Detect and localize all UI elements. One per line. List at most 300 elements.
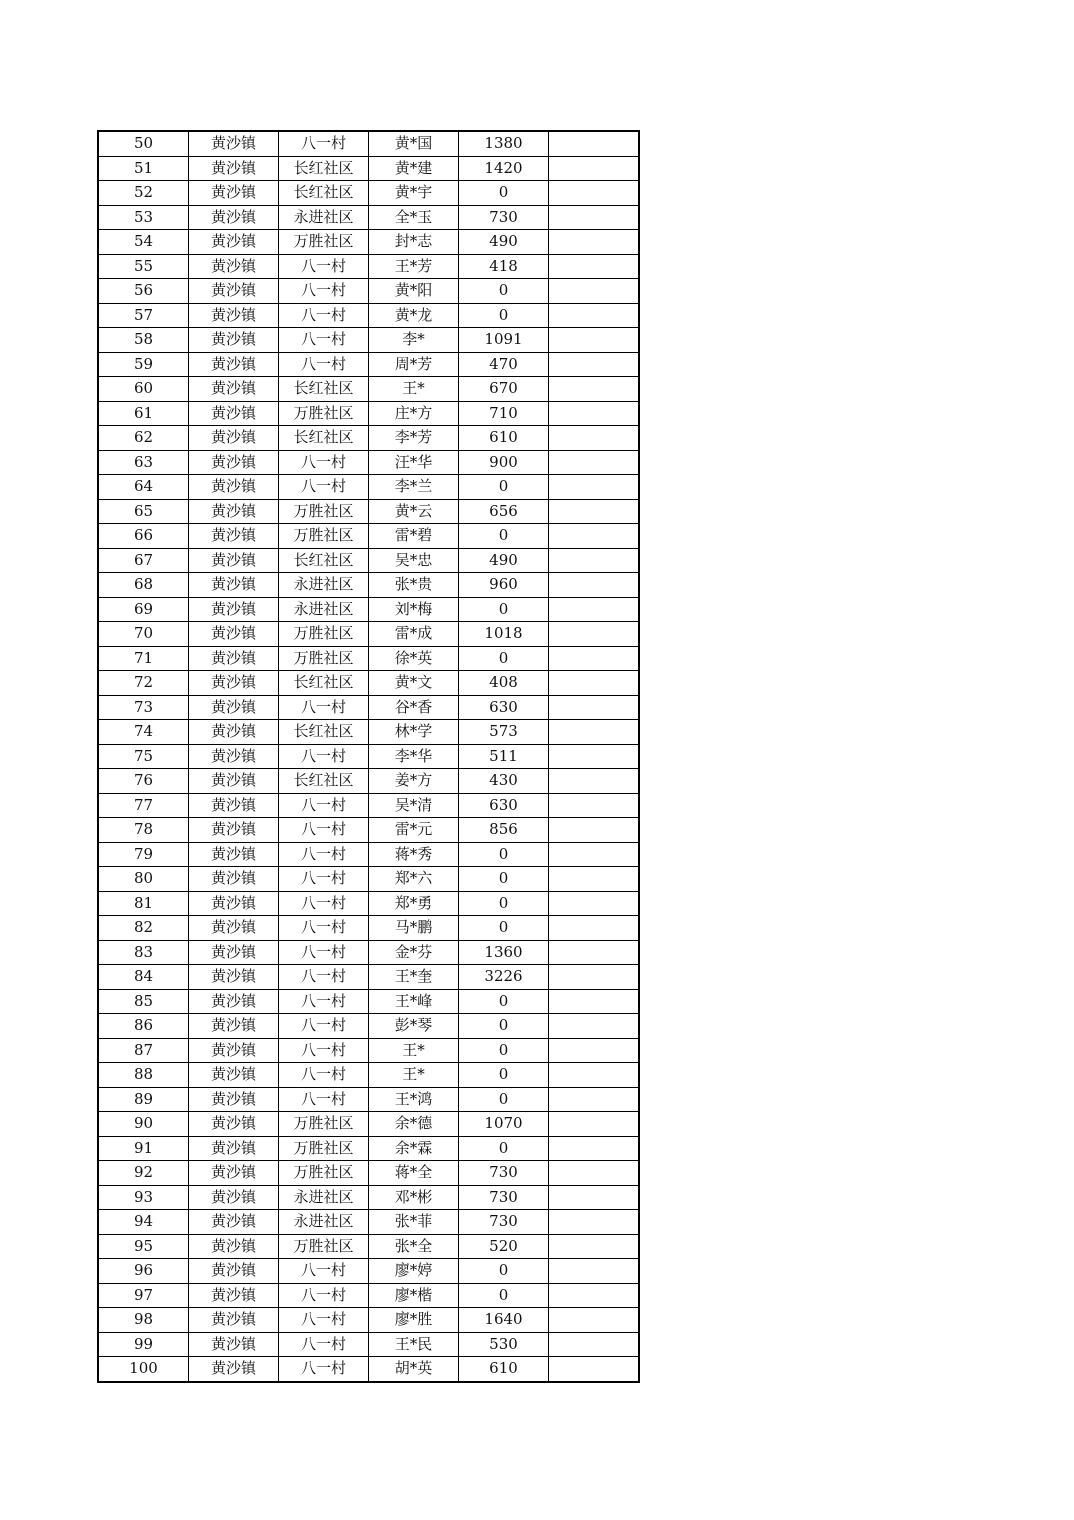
cell-town: 黄沙镇: [189, 303, 279, 328]
cell-note: [549, 818, 640, 843]
cell-index: 54: [98, 230, 189, 255]
cell-note: [549, 940, 640, 965]
cell-index: 63: [98, 450, 189, 475]
cell-community: 万胜社区: [279, 499, 369, 524]
cell-note: [549, 1259, 640, 1284]
cell-community: 八一村: [279, 254, 369, 279]
table-row: [98, 1112, 639, 1137]
cell-community: 八一村: [279, 1308, 369, 1333]
cell-town: 黄沙镇: [189, 1259, 279, 1284]
cell-amount: 730: [459, 1185, 549, 1210]
cell-note: [549, 891, 640, 916]
cell-amount: 656: [459, 499, 549, 524]
cell-amount: 511: [459, 744, 549, 769]
cell-name: 郑*六: [369, 867, 459, 892]
cell-index: 58: [98, 328, 189, 353]
cell-community: 八一村: [279, 793, 369, 818]
cell-town: 黄沙镇: [189, 230, 279, 255]
table-row: [98, 156, 639, 181]
cell-amount: 418: [459, 254, 549, 279]
table-row: [98, 573, 639, 598]
cell-community: 长红社区: [279, 671, 369, 696]
cell-amount: 0: [459, 279, 549, 304]
cell-amount: 1380: [459, 131, 549, 156]
cell-name: 王*奎: [369, 965, 459, 990]
cell-community: 永进社区: [279, 573, 369, 598]
cell-index: 90: [98, 1112, 189, 1137]
cell-amount: 630: [459, 695, 549, 720]
cell-name: 黄*宇: [369, 181, 459, 206]
cell-name: 黄*阳: [369, 279, 459, 304]
cell-note: [549, 279, 640, 304]
cell-note: [549, 1112, 640, 1137]
cell-note: [549, 230, 640, 255]
cell-town: 黄沙镇: [189, 499, 279, 524]
cell-town: 黄沙镇: [189, 1283, 279, 1308]
cell-community: 长红社区: [279, 720, 369, 745]
cell-index: 80: [98, 867, 189, 892]
cell-community: 长红社区: [279, 426, 369, 451]
cell-note: [549, 646, 640, 671]
cell-town: 黄沙镇: [189, 401, 279, 426]
cell-index: 98: [98, 1308, 189, 1333]
data-table: [97, 130, 640, 1383]
cell-town: 黄沙镇: [189, 377, 279, 402]
cell-amount: 0: [459, 181, 549, 206]
cell-amount: 530: [459, 1332, 549, 1357]
cell-note: [549, 1161, 640, 1186]
table-row: [98, 744, 639, 769]
cell-community: 八一村: [279, 867, 369, 892]
table-row: [98, 450, 639, 475]
cell-community: 八一村: [279, 965, 369, 990]
cell-amount: 730: [459, 205, 549, 230]
cell-amount: 0: [459, 867, 549, 892]
table-row: [98, 989, 639, 1014]
cell-note: [549, 401, 640, 426]
cell-amount: 0: [459, 597, 549, 622]
cell-amount: 630: [459, 793, 549, 818]
cell-name: 蒋*全: [369, 1161, 459, 1186]
table-row: [98, 230, 639, 255]
cell-index: 64: [98, 475, 189, 500]
cell-community: 八一村: [279, 842, 369, 867]
cell-community: 万胜社区: [279, 1234, 369, 1259]
cell-note: [549, 450, 640, 475]
table-row: [98, 475, 639, 500]
cell-amount: 3226: [459, 965, 549, 990]
cell-index: 95: [98, 1234, 189, 1259]
table-row: [98, 695, 639, 720]
cell-name: 林*学: [369, 720, 459, 745]
cell-note: [549, 695, 640, 720]
cell-community: 万胜社区: [279, 646, 369, 671]
cell-amount: 0: [459, 891, 549, 916]
cell-note: [549, 1332, 640, 1357]
table-row: [98, 499, 639, 524]
cell-amount: 1640: [459, 1308, 549, 1333]
cell-community: 万胜社区: [279, 524, 369, 549]
cell-note: [549, 524, 640, 549]
cell-note: [549, 793, 640, 818]
cell-amount: 0: [459, 842, 549, 867]
cell-name: 汪*华: [369, 450, 459, 475]
cell-community: 八一村: [279, 279, 369, 304]
cell-index: 68: [98, 573, 189, 598]
cell-town: 黄沙镇: [189, 597, 279, 622]
table-row: [98, 793, 639, 818]
cell-amount: 0: [459, 1014, 549, 1039]
cell-name: 谷*香: [369, 695, 459, 720]
cell-index: 73: [98, 695, 189, 720]
table-row: [98, 1063, 639, 1088]
cell-name: 吴*忠: [369, 548, 459, 573]
cell-amount: 430: [459, 769, 549, 794]
cell-town: 黄沙镇: [189, 254, 279, 279]
table-row: [98, 1283, 639, 1308]
cell-amount: 490: [459, 230, 549, 255]
cell-name: 郑*勇: [369, 891, 459, 916]
cell-town: 黄沙镇: [189, 671, 279, 696]
cell-town: 黄沙镇: [189, 1038, 279, 1063]
cell-amount: 408: [459, 671, 549, 696]
table-row: [98, 279, 639, 304]
cell-index: 50: [98, 131, 189, 156]
cell-index: 67: [98, 548, 189, 573]
cell-note: [549, 426, 640, 451]
cell-note: [549, 131, 640, 156]
cell-name: 周*芳: [369, 352, 459, 377]
cell-name: 余*霖: [369, 1136, 459, 1161]
table-row: [98, 401, 639, 426]
cell-community: 八一村: [279, 940, 369, 965]
cell-town: 黄沙镇: [189, 989, 279, 1014]
cell-town: 黄沙镇: [189, 965, 279, 990]
cell-amount: 0: [459, 1136, 549, 1161]
cell-community: 八一村: [279, 989, 369, 1014]
cell-amount: 0: [459, 1283, 549, 1308]
cell-note: [549, 303, 640, 328]
cell-name: 黄*建: [369, 156, 459, 181]
cell-amount: 1091: [459, 328, 549, 353]
cell-index: 57: [98, 303, 189, 328]
table-row: [98, 646, 639, 671]
cell-town: 黄沙镇: [189, 1087, 279, 1112]
cell-name: 王*: [369, 377, 459, 402]
cell-amount: 573: [459, 720, 549, 745]
cell-note: [549, 744, 640, 769]
cell-name: 余*德: [369, 1112, 459, 1137]
cell-name: 李*: [369, 328, 459, 353]
cell-community: 长红社区: [279, 548, 369, 573]
cell-note: [549, 156, 640, 181]
cell-name: 王*民: [369, 1332, 459, 1357]
cell-index: 89: [98, 1087, 189, 1112]
cell-name: 王*芳: [369, 254, 459, 279]
cell-community: 八一村: [279, 818, 369, 843]
cell-index: 86: [98, 1014, 189, 1039]
cell-name: 雷*元: [369, 818, 459, 843]
cell-amount: 710: [459, 401, 549, 426]
cell-index: 74: [98, 720, 189, 745]
table-row: [98, 769, 639, 794]
cell-note: [549, 1014, 640, 1039]
cell-name: 姜*方: [369, 769, 459, 794]
cell-note: [549, 1308, 640, 1333]
cell-name: 封*志: [369, 230, 459, 255]
cell-town: 黄沙镇: [189, 818, 279, 843]
cell-name: 彭*琴: [369, 1014, 459, 1039]
table-row: [98, 1357, 639, 1382]
cell-name: 王*鸿: [369, 1087, 459, 1112]
cell-town: 黄沙镇: [189, 842, 279, 867]
cell-amount: 0: [459, 1259, 549, 1284]
cell-amount: 730: [459, 1161, 549, 1186]
table-row: [98, 1136, 639, 1161]
cell-name: 张*菲: [369, 1210, 459, 1235]
cell-community: 八一村: [279, 1332, 369, 1357]
cell-town: 黄沙镇: [189, 205, 279, 230]
cell-index: 85: [98, 989, 189, 1014]
cell-community: 八一村: [279, 450, 369, 475]
cell-name: 李*兰: [369, 475, 459, 500]
cell-name: 胡*英: [369, 1357, 459, 1382]
table-row: [98, 622, 639, 647]
table-row: [98, 524, 639, 549]
cell-town: 黄沙镇: [189, 1112, 279, 1137]
cell-amount: 1420: [459, 156, 549, 181]
cell-note: [549, 622, 640, 647]
table-row: [98, 1014, 639, 1039]
cell-town: 黄沙镇: [189, 916, 279, 941]
table-row: [98, 352, 639, 377]
table-row: [98, 891, 639, 916]
cell-note: [549, 499, 640, 524]
cell-name: 王*: [369, 1038, 459, 1063]
cell-town: 黄沙镇: [189, 1185, 279, 1210]
cell-town: 黄沙镇: [189, 695, 279, 720]
cell-index: 75: [98, 744, 189, 769]
table-row: [98, 1308, 639, 1333]
cell-town: 黄沙镇: [189, 1063, 279, 1088]
cell-amount: 900: [459, 450, 549, 475]
cell-town: 黄沙镇: [189, 450, 279, 475]
cell-amount: 0: [459, 1038, 549, 1063]
cell-town: 黄沙镇: [189, 1332, 279, 1357]
table-row: [98, 965, 639, 990]
cell-name: 庄*方: [369, 401, 459, 426]
table-row: [98, 1038, 639, 1063]
cell-name: 徐*英: [369, 646, 459, 671]
cell-name: 张*贵: [369, 573, 459, 598]
cell-community: 永进社区: [279, 1185, 369, 1210]
cell-note: [549, 1357, 640, 1382]
cell-town: 黄沙镇: [189, 1136, 279, 1161]
cell-index: 66: [98, 524, 189, 549]
table-row: [98, 1161, 639, 1186]
cell-community: 八一村: [279, 475, 369, 500]
cell-community: 八一村: [279, 328, 369, 353]
cell-amount: 1360: [459, 940, 549, 965]
cell-amount: 0: [459, 989, 549, 1014]
cell-community: 万胜社区: [279, 230, 369, 255]
cell-town: 黄沙镇: [189, 524, 279, 549]
cell-town: 黄沙镇: [189, 573, 279, 598]
table-row: [98, 916, 639, 941]
cell-amount: 610: [459, 1357, 549, 1382]
cell-town: 黄沙镇: [189, 891, 279, 916]
cell-town: 黄沙镇: [189, 1234, 279, 1259]
cell-index: 56: [98, 279, 189, 304]
cell-community: 长红社区: [279, 156, 369, 181]
table-body: [98, 131, 639, 1382]
cell-note: [549, 597, 640, 622]
cell-note: [549, 965, 640, 990]
table-row: [98, 1210, 639, 1235]
cell-community: 八一村: [279, 131, 369, 156]
cell-note: [549, 720, 640, 745]
cell-name: 金*芬: [369, 940, 459, 965]
cell-amount: 490: [459, 548, 549, 573]
table-row: [98, 548, 639, 573]
table-row: [98, 597, 639, 622]
table-row: [98, 131, 639, 156]
cell-town: 黄沙镇: [189, 548, 279, 573]
cell-name: 马*鹏: [369, 916, 459, 941]
cell-index: 76: [98, 769, 189, 794]
cell-town: 黄沙镇: [189, 769, 279, 794]
cell-town: 黄沙镇: [189, 1014, 279, 1039]
cell-index: 78: [98, 818, 189, 843]
cell-amount: 1070: [459, 1112, 549, 1137]
table-row: [98, 303, 639, 328]
cell-amount: 670: [459, 377, 549, 402]
cell-town: 黄沙镇: [189, 622, 279, 647]
cell-community: 万胜社区: [279, 622, 369, 647]
cell-community: 长红社区: [279, 181, 369, 206]
cell-community: 万胜社区: [279, 401, 369, 426]
cell-index: 91: [98, 1136, 189, 1161]
cell-index: 61: [98, 401, 189, 426]
table-row: [98, 671, 639, 696]
cell-note: [549, 842, 640, 867]
cell-community: 永进社区: [279, 597, 369, 622]
table-row: [98, 940, 639, 965]
cell-amount: 0: [459, 524, 549, 549]
cell-name: 邓*彬: [369, 1185, 459, 1210]
cell-name: 王*: [369, 1063, 459, 1088]
cell-amount: 1018: [459, 622, 549, 647]
cell-town: 黄沙镇: [189, 328, 279, 353]
cell-index: 60: [98, 377, 189, 402]
cell-index: 70: [98, 622, 189, 647]
cell-amount: 0: [459, 475, 549, 500]
cell-town: 黄沙镇: [189, 744, 279, 769]
table-row: [98, 1234, 639, 1259]
cell-amount: 520: [459, 1234, 549, 1259]
cell-index: 96: [98, 1259, 189, 1284]
cell-community: 八一村: [279, 1087, 369, 1112]
cell-index: 93: [98, 1185, 189, 1210]
cell-town: 黄沙镇: [189, 475, 279, 500]
cell-index: 59: [98, 352, 189, 377]
cell-community: 八一村: [279, 1357, 369, 1382]
cell-town: 黄沙镇: [189, 940, 279, 965]
cell-note: [549, 1185, 640, 1210]
cell-index: 88: [98, 1063, 189, 1088]
cell-note: [549, 181, 640, 206]
cell-index: 71: [98, 646, 189, 671]
cell-note: [549, 352, 640, 377]
cell-note: [549, 867, 640, 892]
cell-name: 廖*楷: [369, 1283, 459, 1308]
cell-town: 黄沙镇: [189, 156, 279, 181]
table-row: [98, 377, 639, 402]
cell-name: 黄*国: [369, 131, 459, 156]
cell-index: 65: [98, 499, 189, 524]
cell-index: 51: [98, 156, 189, 181]
cell-town: 黄沙镇: [189, 131, 279, 156]
table-row: [98, 1185, 639, 1210]
cell-index: 82: [98, 916, 189, 941]
cell-community: 八一村: [279, 1063, 369, 1088]
cell-note: [549, 205, 640, 230]
cell-community: 八一村: [279, 1283, 369, 1308]
cell-index: 62: [98, 426, 189, 451]
cell-note: [549, 1136, 640, 1161]
cell-town: 黄沙镇: [189, 867, 279, 892]
table-row: [98, 181, 639, 206]
cell-amount: 0: [459, 646, 549, 671]
table-row: [98, 1332, 639, 1357]
cell-name: 刘*梅: [369, 597, 459, 622]
cell-community: 长红社区: [279, 769, 369, 794]
table-row: [98, 426, 639, 451]
cell-community: 八一村: [279, 352, 369, 377]
cell-town: 黄沙镇: [189, 426, 279, 451]
cell-town: 黄沙镇: [189, 352, 279, 377]
table-row: [98, 1259, 639, 1284]
cell-community: 长红社区: [279, 377, 369, 402]
cell-community: 万胜社区: [279, 1136, 369, 1161]
cell-index: 83: [98, 940, 189, 965]
cell-amount: 0: [459, 916, 549, 941]
cell-amount: 0: [459, 1063, 549, 1088]
cell-town: 黄沙镇: [189, 181, 279, 206]
cell-note: [549, 1087, 640, 1112]
cell-community: 八一村: [279, 891, 369, 916]
cell-name: 雷*碧: [369, 524, 459, 549]
cell-community: 八一村: [279, 1259, 369, 1284]
cell-index: 55: [98, 254, 189, 279]
cell-community: 永进社区: [279, 205, 369, 230]
cell-name: 廖*婷: [369, 1259, 459, 1284]
cell-amount: 856: [459, 818, 549, 843]
cell-index: 87: [98, 1038, 189, 1063]
cell-note: [549, 548, 640, 573]
cell-town: 黄沙镇: [189, 720, 279, 745]
cell-note: [549, 1283, 640, 1308]
cell-note: [549, 1038, 640, 1063]
cell-amount: 730: [459, 1210, 549, 1235]
cell-town: 黄沙镇: [189, 793, 279, 818]
cell-note: [549, 377, 640, 402]
cell-name: 蒋*秀: [369, 842, 459, 867]
cell-name: 李*华: [369, 744, 459, 769]
cell-note: [549, 916, 640, 941]
cell-town: 黄沙镇: [189, 1161, 279, 1186]
cell-community: 八一村: [279, 695, 369, 720]
